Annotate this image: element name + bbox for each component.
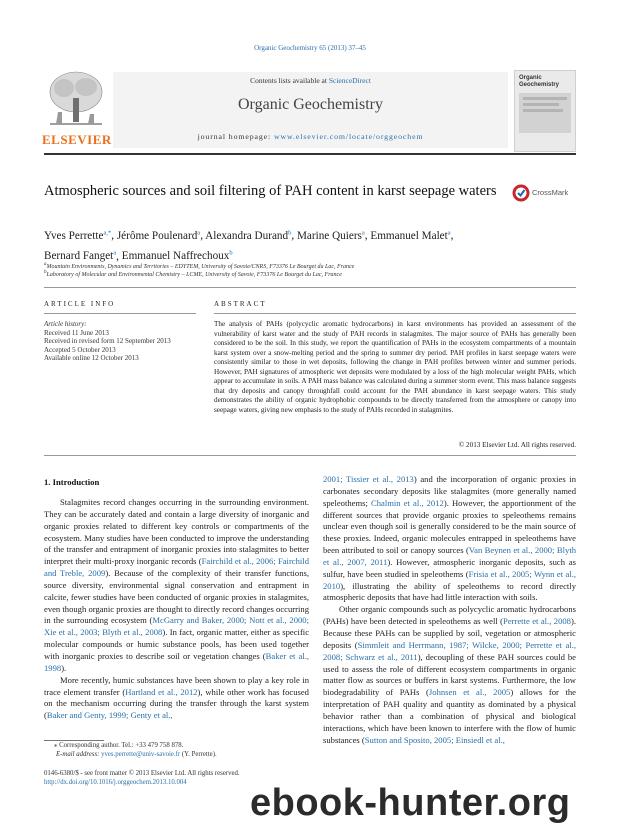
citation-link[interactable]: Johnsen et al., 2005 xyxy=(428,687,511,698)
intro-paragraph xyxy=(323,604,576,746)
contents-prefix: Contents lists available at xyxy=(250,76,329,85)
citation-link[interactable]: Hartland et al., 2012 xyxy=(125,686,198,697)
paragraph-text: Other organic compounds such as polycyclic aromatic hydrocarbons (PAHs) have been detected in speleothems as well ( xyxy=(323,604,576,627)
doi-link[interactable]: http://dx.doi.org/10.1016/j.orggeochem.2013.10.004 xyxy=(44,779,187,786)
author[interactable]: Alexandra Durand$^b$ xyxy=(205,229,292,242)
journal-reference[interactable]: Organic Geochemistry 65 (2013) 37–45 xyxy=(254,44,366,52)
article-info-heading: ARTICLE INFO xyxy=(44,300,116,308)
history-label: Article history: xyxy=(44,320,87,328)
history-received: Received 11 June 2013 xyxy=(44,328,109,337)
intro-paragraph xyxy=(44,675,309,722)
copyright-line: © 2013 Elsevier Ltd. All rights reserved. xyxy=(458,441,576,449)
email-link[interactable]: yves.perrette@univ-savoie.fr xyxy=(101,751,181,759)
citation-link[interactable]: Chalmin et al., 2012 xyxy=(370,497,444,508)
history-online: Available online 12 October 2013 xyxy=(44,354,139,363)
citation-link[interactable]: Baker and Genty, 1999; Genty et al., xyxy=(46,710,173,721)
citation-link[interactable]: Frisia et al., 2005; Wynn et al., 2010 xyxy=(323,568,576,591)
author[interactable]: Yves Perrette$^{a,*}$ xyxy=(44,229,112,242)
citation-link[interactable]: Baker et al., 1998 xyxy=(44,650,309,673)
article-history xyxy=(44,320,194,363)
history-accepted: Accepted 5 October 2013 xyxy=(44,345,116,354)
paragraph-text: ). xyxy=(61,662,67,673)
paragraph-text: Stalagmites record changes occurring in the surrounding environment. They can be accurately dated and contain a large diversity of inorganic and organic proxies related to different key controls or compartments of the ecosystem. Many studies have been conducted to improve the understanding of the transfer and entrapment of inorganic proxies into stalagmites to better interpret their multi-proxy inorganic records ( xyxy=(44,497,309,567)
header-rule xyxy=(44,153,576,155)
paragraph-text: ) and the incorporation of organic proxies in carbonates secondary deposits like stalagmites (more generally named speleothems; xyxy=(323,474,576,508)
paragraph-text: ), illustrating the ability of speleothems to record directly atmospheric deposits that have had little interaction with soils. xyxy=(323,580,576,603)
intro-paragraph xyxy=(44,497,309,675)
intro-heading: 1. Introduction xyxy=(44,477,100,487)
watermark: ebook-hunter.org xyxy=(250,782,571,824)
article-title: Atmospheric sources and soil filtering of PAH content in karst seepage waters xyxy=(44,183,497,199)
paragraph-text: ). In fact, organic matter, either as specific molecular compounds or humic substance pools, has been used together with inorganic proxies to describe soil or vegetation changes ( xyxy=(44,627,310,661)
paragraph-text: ), decoupling of these PAH sources could be used to assess the role of different ecosystem compartments in organic matter flow as sources or buffers in karst systems. Furthermore, the low biodegradability of PAHs ( xyxy=(323,651,576,698)
email-line xyxy=(44,750,309,759)
corresponding-author-note: ⁎ Corresponding author. Tel.: +33 479 758 878. xyxy=(54,742,184,749)
author[interactable]: Emmanuel Naffrechoux$^b$ xyxy=(121,249,233,263)
intro-left-column xyxy=(44,497,309,722)
journal-name: Organic Geochemistry xyxy=(238,96,383,113)
affiliation-a: $^a$Mountain Environments, Dynamics and Territories – EDYTEM, University of Savoie/CNRS, F73376 Le Bourget du Lac, France xyxy=(44,262,355,270)
crossmark-label: CrossMark xyxy=(532,188,569,197)
intro-right-column xyxy=(323,474,576,746)
abstract-bottom-rule xyxy=(44,455,576,456)
crossmark-badge[interactable] xyxy=(512,183,582,203)
article-info-rule xyxy=(44,313,196,314)
paragraph-text: ). However, atmospheric inorganic deposits, such as sulfur, have been studied in speleothems ( xyxy=(323,556,576,579)
intro-paragraph xyxy=(323,474,576,604)
contents-line xyxy=(113,76,508,85)
citation-link[interactable]: Sutton and Sposito, 2005; Einsiedl et al., xyxy=(364,734,505,745)
history-revised: Received in revised form 12 September 2013 xyxy=(44,337,171,346)
elsevier-wordmark: ELSEVIER xyxy=(42,132,112,147)
author[interactable]: Emmanuel Malet$^a$ xyxy=(370,229,451,242)
author-list: Yves Perrette$^{a,*}$, Jérôme Poulenard$^a$, Alexandra Durand$^b$, Marine Quiers$^a$, Emmanuel Malet$^a$, Bernard Fanget$^a$, Emmanuel Naffrechoux$^b$ xyxy=(44,229,454,263)
issn-line: 0146-6380/$ - see front matter © 2013 Elsevier Ltd. All rights reserved. xyxy=(44,770,240,777)
citation-link[interactable]: Fairchild et al., 2006; Fairchild and Treble, 2009 xyxy=(44,556,309,579)
author[interactable]: Jérôme Poulenard$^a$ xyxy=(116,229,201,242)
abstract-text: The analysis of PAHs (polycyclic aromatic hydrocarbons) in karst environments has provided an assessment of the vulnerability of karst water and the study of PAH records in stalagmites. The major source of PAHs has generally been considered to be the soil. In this study, we report the quantification of PAHs in the ecosystem compartments of a mountain karst system over a snow-melting period and the spring to summer dry period. PAH profiles in karst seepage waters were consistently similar to those in wet deposits, following the change in PAH profiles between winter and summer periods. However, PAH signatures of atmospheric wet deposits were modulated by a loss of the high molecular weight PAHs, which appear to accumulate in soils. A PAH mass balance was calculated during a summer storm event. This mass balance suggests that dry deposits and canopy throughfall could account for the PAH abundance in karst seepage waters. This study demonstrates the ability of organic hydrophobic compounds to be directly transferred from the atmosphere or canopy into seepage waters, giving new emphasis to the study of PAHs recorded in stalagmites. xyxy=(214,320,576,414)
paragraph-text: ) allows for the interpretation of PAH quality and quantity as dominated by a physical behavior rather than a combination of physical and biological interactions, which have been known to interfere with the flow of humic substances ( xyxy=(323,687,576,745)
abstract-rule xyxy=(214,313,576,314)
paragraph-text: ), while other work has focused on the mechanism occurring during the transfer through the karst system ( xyxy=(44,686,309,721)
author[interactable]: Marine Quiers$^a$ xyxy=(296,229,365,242)
citation-link[interactable]: McGarry and Baker, 2000; Nott et al., 2000; Xie et al., 2003; Blyth et al., 2008 xyxy=(44,615,309,638)
citation-link[interactable]: Van Beynen et al., 2000; Blyth et al., 2007, 2011 xyxy=(323,545,577,567)
email-label: E-mail address: xyxy=(56,751,102,759)
abstract-heading: ABSTRACT xyxy=(214,300,267,308)
author[interactable]: Bernard Fanget$^a$ xyxy=(44,249,117,263)
footnote xyxy=(44,741,309,759)
homepage-prefix: journal homepage: xyxy=(197,132,274,141)
email-suffix: (Y. Perrette). xyxy=(180,751,217,759)
citation-link[interactable]: Perrette et al., 2008 xyxy=(503,616,571,627)
homepage-link[interactable]: www.elsevier.com/locate/orggeochem xyxy=(273,132,424,141)
citation-link[interactable]: Simmleit and Herrmann, 1987; Wilcke, 2000; Perrette et al., 2008; Schwarz et al., 2011 xyxy=(323,639,576,662)
sciencedirect-link[interactable]: ScienceDirect xyxy=(328,76,371,85)
citation-link[interactable]: 2001; Tissier et al., 2013 xyxy=(323,474,414,484)
paragraph-text: ). Because of the complexity of their transfer functions, source diversity, environmental signal conservation and entrapment in calcite, fewer studies have been conducted of organic proxies in stalagmites, even though organic proxies are thought to directly record changes occurring in the surrounding ecosystem ( xyxy=(44,568,309,626)
paragraph-text: More recently, humic substances have been shown to play a key role in trace element transfer ( xyxy=(44,674,309,697)
affiliation-rule xyxy=(44,287,576,288)
paragraph-text: ). However, the apportionment of the different sources that provide organic proxies to speleothems remains unclear even though soil is generally considered to be the main source of these proxies. Indeed, organic molecules entrapped in speleothems have been attributed to soil or canopy sources ( xyxy=(323,497,576,556)
journal-homepage xyxy=(113,132,508,141)
affiliation-b: $^b$Laboratory of Molecular and Environmental Chemistry – LCME, University of Savoie, F73376 Le Bourget du Lac, France xyxy=(44,270,342,278)
cover-title: Organic Geochemistry xyxy=(519,75,560,88)
paragraph-text: ). Because these PAHs can be supplied by soil, vegetation or atmospheric deposits ( xyxy=(323,616,576,650)
